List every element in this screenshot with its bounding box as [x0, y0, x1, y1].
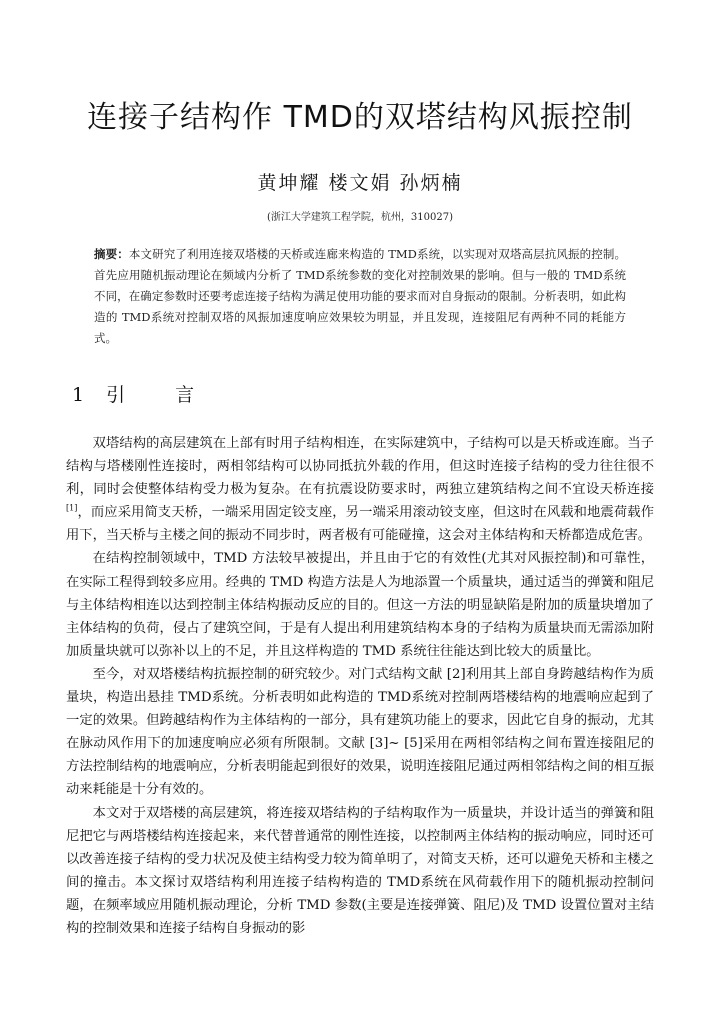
section-title: 引 言 [106, 384, 217, 406]
paragraph-text: ，而应采用简支天桥，一端采用固定铰支座，另一端采用滚动铰支座，但这时在风载和地震荷载作用下，当天桥与主楼之间的振动不同步时，两者极有可能碰撞，这会对主体结构和天桥都造成危害。 [66, 505, 654, 544]
affiliation: (浙江大学建筑工程学院，杭州，310027) [267, 212, 453, 223]
body-text [66, 432, 654, 940]
paragraph [66, 432, 654, 547]
section-heading [72, 380, 216, 407]
paragraph: 本文对于双塔楼的高层建筑，将连接双塔结构的子结构取作为一质量块，并设计适当的弹簧和阻尼把它与两塔楼结构连接起来，来代替普通常的刚性连接，以控制两主体结构的振动响应，同时还可以改善连接子结构的受力状况及使主结构受力较为简单明了，对简支天桥，还可以避免天桥和主楼之间的撞击。本文探讨双塔结构利用连接子结构构造的 TMD系统在风荷载作用下的随机振动控制问题，在频率域应用随机振动理论，分析 TMD 参数(主要是连接弹簧、阻尼)及 TMD 设置位置对主结构的控制效果和连接子结构自身振动的影 [66, 805, 654, 936]
abstract-label: 摘要： [94, 247, 129, 261]
paragraph-text: 双塔结构的高层建筑在上部有时用子结构相连，在实际建筑中，子结构可以是天桥或连廊。当子结构与塔楼刚性连接时，两相邻结构可以协同抵抗外载的作用，但这时连接子结构的受力往往很不利，同时会使整体结构受力极为复杂。在有抗震设防要求时，两独立建筑结构之间不宜设天桥连接 [66, 436, 654, 498]
section-number: 1 [72, 384, 89, 406]
abstract-text: 本文研究了利用连接双塔楼的天桥或连廊来构造的 TMD系统，以实现对双塔高层抗风振的控制。首先应用随机振动理论在频域内分析了 TMD系统参数的变化对控制效果的影响。但与一般的 TMD系统不同，在确定参数时还要考虑连接子结构为满足使用功能的要求而对自身振动的限制。分析表明，如此构造的 TMD系统对控制双塔的风振加速度响应效果较为明显，并且发现，连接阻尼有两种不同的耗能方式。 [94, 247, 626, 345]
paragraph: 至今，对双塔楼结构抗振控制的研究较少。对门式结构文献 [2]利用其上部自身跨越结构作为质量块，构造出悬挂 TMD系统。分析表明如此构造的 TMD系统对控制两塔楼结构的地震响应起到了一定的效果。但跨越结构作为主体结构的一部分，具有建筑功能上的要求，因此它自身的振动，尤其在脉动风作用下的加速度响应必须有所限制。文献 [3]~ [5]采用在两相邻结构之间布置连接阻尼的方法控制结构的地震响应，分析表明能起到很好的效果，说明连接阻尼通过两相邻结构之间的相互振动来耗能是十分有效的。 [66, 666, 654, 798]
paper-title: 连接子结构作 TMD的双塔结构风振控制 [87, 100, 633, 135]
abstract [94, 244, 626, 349]
paragraph: 在结构控制领域中，TMD 方法较早被提出，并且由于它的有效性(尤其对风振控制)和可靠性，在实际工程得到较多应用。经典的 TMD 构造方法是人为地添置一个质量块，通过适当的弹簧和阻尼与主体结构相连以达到控制主体结构振动反应的目的。但这一方法的明显缺陷是附加的质量块增加了主体结构的负荷，侵占了建筑空间，于是有人提出利用建筑结构本身的子结构为质量块而无需添加附加质量块就可以弥补以上的不足，并且这样构造的 TMD 系统往往能达到比较大的质量比。 [66, 551, 654, 659]
citation-ref[interactable]: [1] [66, 503, 78, 513]
author-list: 黄坤耀 楼文娟 孙炳楠 [257, 172, 463, 194]
